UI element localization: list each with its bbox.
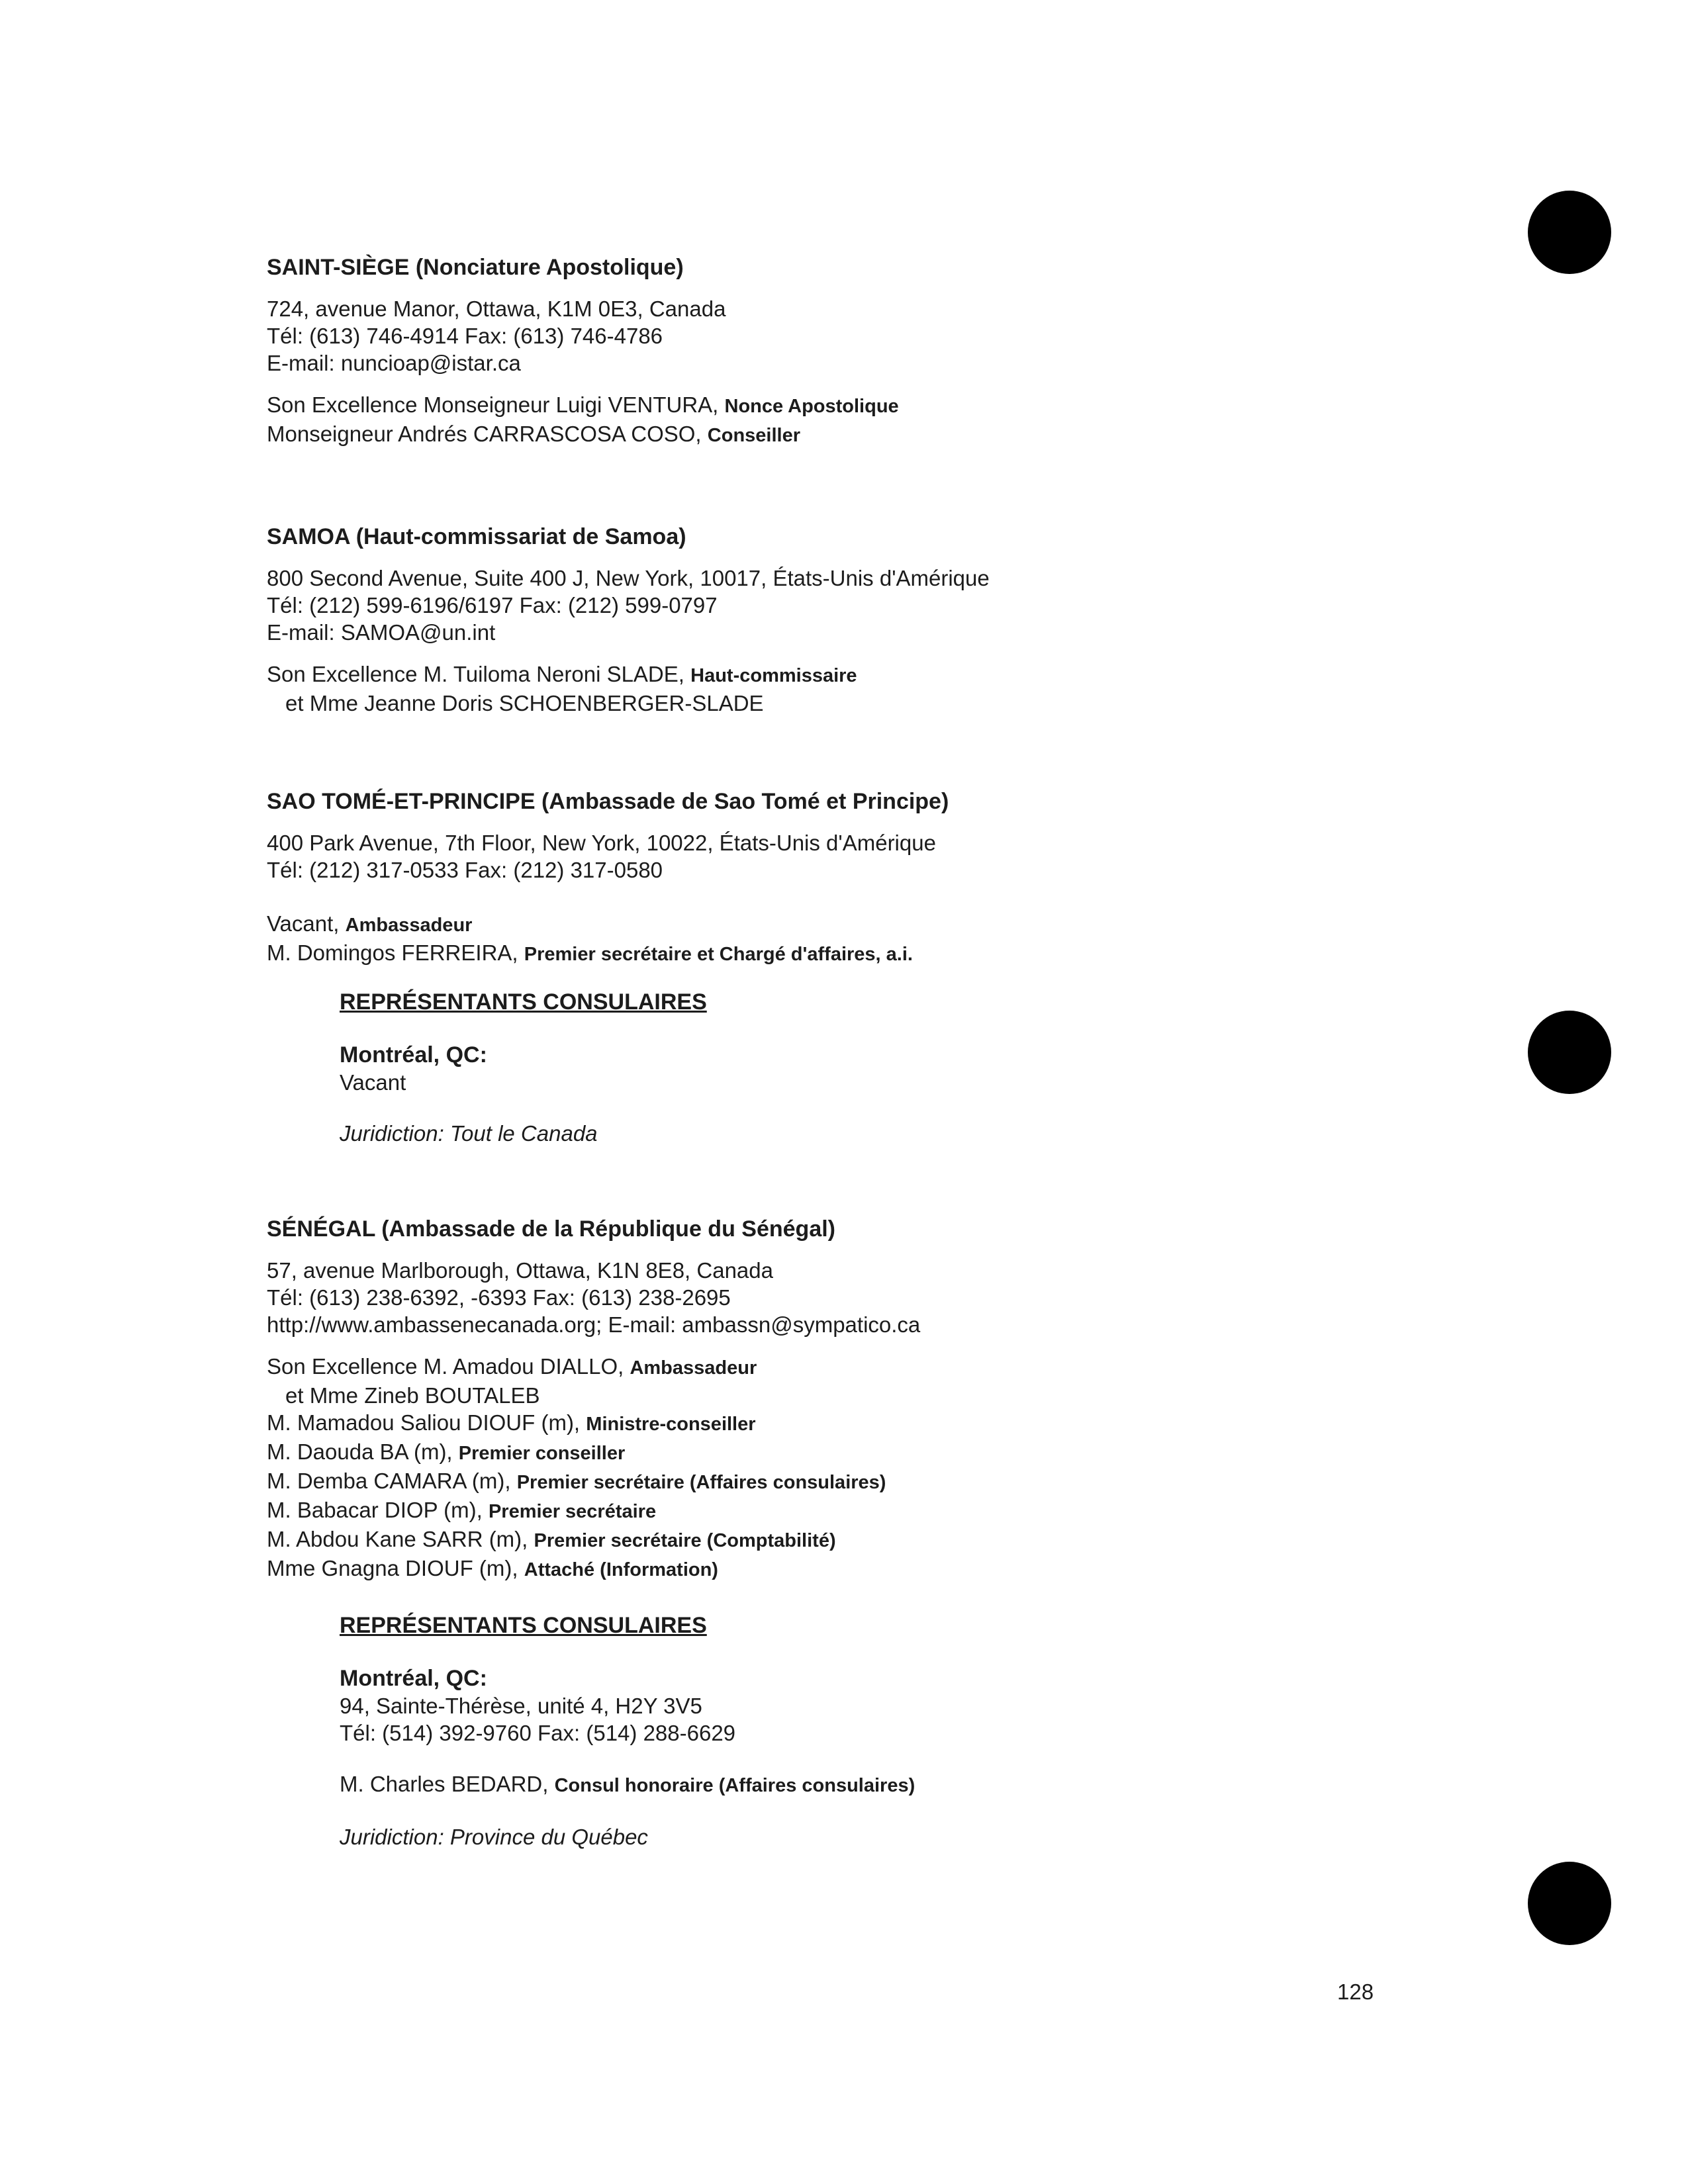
consular-city: Montréal, QC: [340,1042,487,1068]
entry-heading: SAINT-SIÈGE (Nonciature Apostolique) [267,255,684,280]
punch-hole-top [1528,191,1611,274]
staff-name: M. Babacar DIOP (m), [267,1498,483,1522]
staff-line [267,1555,1524,1584]
staff-name: M. Domingos FERREIRA, [267,940,518,965]
address-line: E-mail: SAMOA@un.int [267,620,496,645]
entry-heading: SAMOA (Haut-commissariat de Samoa) [267,524,686,549]
staff-name: Son Excellence M. Amadou DIALLO, [267,1354,624,1379]
entry-sao-tome [267,786,1524,1147]
staff-role: Haut-commissaire [690,665,857,686]
consular-lines [340,1069,1524,1096]
staff-line [267,1438,1524,1467]
staff-role: Attaché (Information) [524,1559,718,1580]
staff-name: et Mme Jeanne Doris SCHOENBERGER-SLADE [285,691,764,715]
staff-role: Premier secrétaire (Affaires consulaires) [516,1472,886,1493]
address-line: Tél: (613) 238-6392, -6393 Fax: (613) 238-2695 [267,1285,731,1310]
staff-name: M. Demba CAMARA (m), [267,1469,511,1493]
staff-role: Premier secrétaire (Comptabilité) [534,1530,836,1551]
entry-heading: SAO TOMÉ-ET-PRINCIPE (Ambassade de Sao Tomé et Principe) [267,789,949,814]
staff-role: Consul honoraire (Affaires consulaires) [554,1775,915,1796]
staff-role: Ambassadeur [345,915,473,936]
consular-city: Montréal, QC: [340,1666,487,1691]
entry-address [267,829,1524,884]
punch-hole-bottom [1528,1862,1611,1945]
staff-line [267,910,1524,939]
staff-role: Ministre-conseiller [586,1414,756,1435]
address-line: 724, avenue Manor, Ottawa, K1M 0E3, Canada [267,296,726,321]
staff-role: Premier secrétaire [488,1501,657,1522]
consular-section [340,987,1524,1147]
address-line: E-mail: nuncioap@istar.ca [267,351,521,375]
staff-line [267,1496,1524,1525]
directory-content [267,251,1524,1850]
staff-line [267,420,1524,449]
staff-name: M. Abdou Kane SARR (m), [267,1527,528,1551]
jurisdiction: Juridiction: Tout le Canada [340,1121,598,1146]
address-line: 57, avenue Marlborough, Ottawa, K1N 8E8, Canada [267,1258,773,1283]
address-line: Tél: (212) 599-6196/6197 Fax: (212) 599-0797 [267,593,718,617]
staff-name: et Mme Zineb BOUTALEB [285,1383,540,1408]
entry-address [267,295,1524,377]
staff-line [267,1467,1524,1496]
staff-name: M. Mamadou Saliou DIOUF (m), [267,1410,581,1435]
staff-line [340,1770,1524,1799]
consular-section [340,1610,1524,1850]
page-number: 128 [1337,1979,1374,2004]
staff-line [267,1382,1524,1409]
staff-name: Son Excellence Monseigneur Luigi VENTURA, [267,392,719,417]
staff-name: Son Excellence M. Tuiloma Neroni SLADE, [267,662,684,686]
entry-address [267,565,1524,646]
staff-name: M. Charles BEDARD, [340,1772,549,1796]
consular-person [340,1770,1524,1799]
staff-line [267,1525,1524,1555]
entry-senegal [267,1213,1524,1850]
staff-role: Ambassadeur [630,1357,757,1379]
punch-hole-middle [1528,1011,1611,1094]
staff-line [267,660,1524,690]
staff-line [267,690,1524,717]
consular-line: Vacant [340,1070,406,1095]
address-line: 800 Second Avenue, Suite 400 J, New York, 10017, États-Unis d'Amérique [267,566,990,590]
address-line: 400 Park Avenue, 7th Floor, New York, 10022, États-Unis d'Amérique [267,831,936,855]
entry-staff [267,1353,1524,1584]
jurisdiction: Juridiction: Province du Québec [340,1825,648,1849]
staff-name: Mme Gnagna DIOUF (m), [267,1556,518,1580]
entry-staff [267,391,1524,449]
staff-name: M. Daouda BA (m), [267,1439,453,1464]
entry-heading: SÉNÉGAL (Ambassade de la République du Sénégal) [267,1216,835,1242]
consular-title: REPRÉSENTANTS CONSULAIRES [340,989,707,1015]
staff-role: Premier secrétaire et Chargé d'affaires, a.i. [524,944,913,965]
staff-name: Monseigneur Andrés CARRASCOSA COSO, [267,422,702,446]
entry-staff [267,660,1524,717]
staff-line [267,1409,1524,1438]
entry-address [267,1257,1524,1338]
staff-line [267,939,1524,968]
entry-staff [267,910,1524,968]
staff-line [267,391,1524,420]
address-line: http://www.ambassenecanada.org; E-mail: ambassn@sympatico.ca [267,1312,921,1337]
staff-role: Conseiller [707,425,800,446]
consular-line: 94, Sainte-Thérèse, unité 4, H2Y 3V5 [340,1694,702,1718]
staff-role: Premier conseiller [458,1443,626,1464]
staff-line [267,1353,1524,1382]
address-line: Tél: (212) 317-0533 Fax: (212) 317-0580 [267,858,663,882]
entry-saint-siege [267,251,1524,449]
staff-name: Vacant, [267,911,340,936]
address-line: Tél: (613) 746-4914 Fax: (613) 746-4786 [267,324,663,348]
entry-samoa [267,521,1524,717]
consular-line: Tél: (514) 392-9760 Fax: (514) 288-6629 [340,1721,736,1745]
consular-title: REPRÉSENTANTS CONSULAIRES [340,1613,707,1638]
consular-lines [340,1692,1524,1747]
staff-role: Nonce Apostolique [724,396,899,417]
